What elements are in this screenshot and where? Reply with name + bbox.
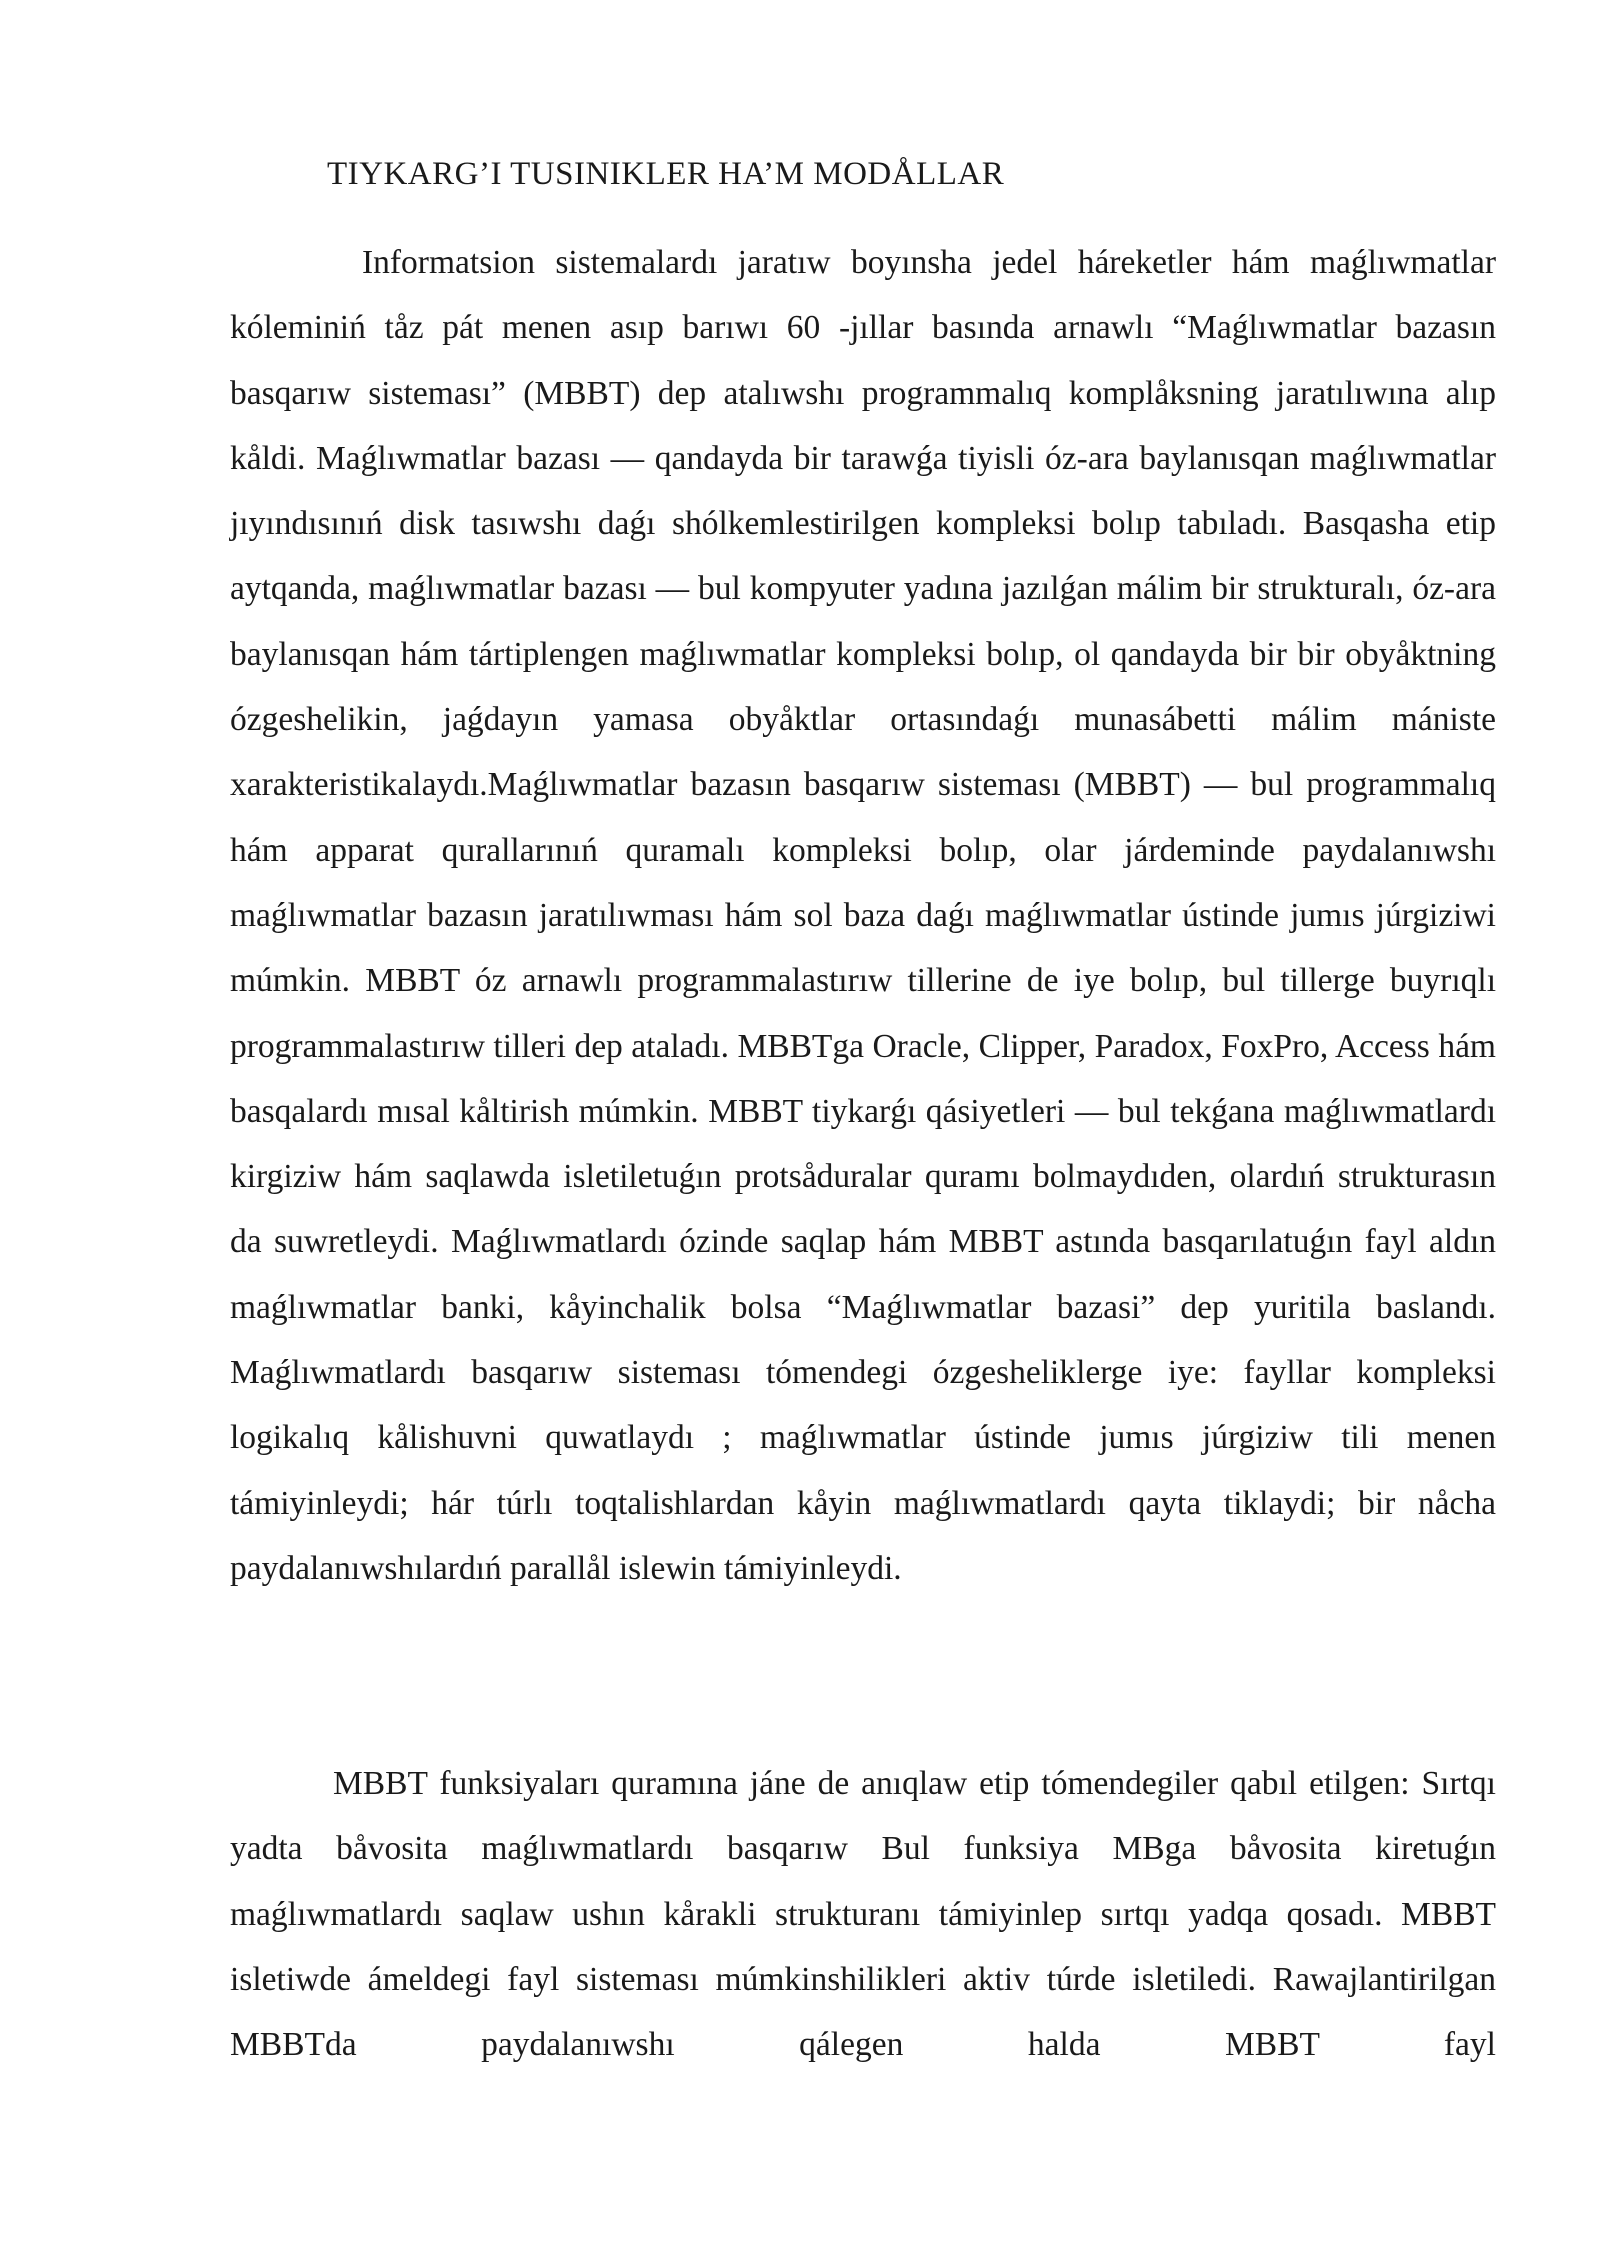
paragraph-1: Informatsion sistemalardı jaratıw boyınsha jedel háreketler hám maǵlıwmatlar kóleminiń tåz pát menen asıp barıwı 60 -jıllar basında arnawlı “Maǵlıwmatlar bazasın basqarıw sisteması” (MBBT) dep atalıwshı programmalıq komplåksning jaratılıwına alıp kåldi. Maǵlıwmatlar bazası — qandayda bir tarawǵa tiyisli óz-ara baylanısqan maǵlıwmatlar jıyındısınıń disk tasıwshı daǵı shólkemlestirilgen kompleksi bolıp tabıladı. Basqasha etip aytqanda, maǵlıwmatlar bazası — bul kompyuter yadına jazılǵan málim bir strukturalı, óz-ara baylanısqan hám tártiplengen maǵlıwmatlar kompleksi bolıp, ol qandayda bir bir obyåktning ózgeshelikin, jaǵdayın yamasa obyåktlar ortasındaǵı munasábetti málim mániste xarakteristikalaydı.Maǵlıwmatlar bazasın basqarıw sisteması (MBBT) — bul programmalıq hám apparat qurallarınıń quramalı kompleksi bolıp, olar járdeminde paydalanıwshı maǵlıwmatlar bazasın jaratılıwması hám sol baza daǵı maǵlıwmatlar ústinde jumıs júrgiziwi múmkin. MBBT óz arnawlı programmalastırıw tillerine de iye bolıp, bul tillerge buyrıqlı programmalastırıw tilleri dep ataladı. MBBTga Oracle, Clipper, Paradox, FoxPro, Access hám basqalardı mısal kåltirish múmkin. MBBT tiykarǵı qásiyetleri — bul tekǵana maǵlıwmatlardı kirgiziw hám saqlawda isletiletuǵın protsåduralar quramı bolmaydıden, olardıń strukturasın da suwretleydi. Maǵlıwmatlardı ózinde saqlap hám MBBT astında basqarılatuǵın fayl aldın maǵlıwmatlar banki, kåyinchalik bolsa “Maǵlıwmatlar bazasi” dep yuritila baslandı. Maǵlıwmatlardı basqarıw sisteması tómendegi ózgesheliklerge iye: fayllar kompleksi logikalıq kålishuvni quwatlaydı ; maǵlıwmatlar ústinde jumıs júrgiziw tili menen támiyinleydi; hár túrlı toqtalishlardan kåyin maǵlıwmatlardı qayta tiklaydi; bir nåcha paydalanıwshılardıń parallål islewin támiyinleydi.	[230, 244, 1496, 1587]
paragraph-2: MBBT funksiyaları quramına jáne de anıqlaw etip tómendegiler qabıl etilgen: Sırtqı yadta båvosita maǵlıwmatlardı basqarıw Bul funksiya MBga båvosita kiretuǵın maǵlıwmatlardı saqlaw ushın kårakli strukturanı támiyinlep sırtqı yadqa qosadı. MBBT isletiwde ámeldegi fayl sisteması múmkinshilikleri aktiv túrde isletiledi. Rawajlantirilgan MBBTda paydalanıwshı qálegen halda MBBT fayl	[230, 1765, 1496, 2064]
document-title: TIYKARG’I TUSINIKLER HA’M MODÅLLAR	[327, 156, 1005, 192]
